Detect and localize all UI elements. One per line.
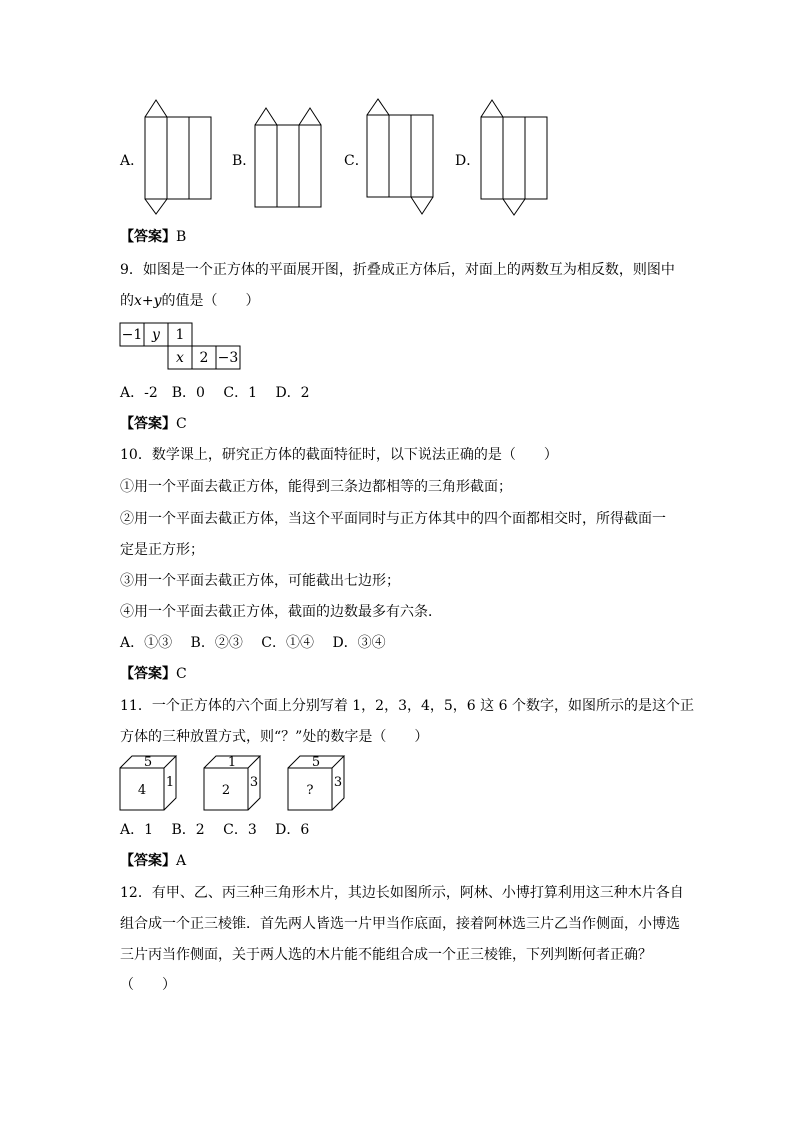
q8-option-c-figure (362, 96, 438, 220)
q12-stem-line1: 12．有甲、乙、丙三种三角形木片，其边长如图所示，阿林、小博打算利用这三种木片各自 (120, 885, 684, 901)
q11-cube3-side: 3 (333, 775, 343, 790)
q11-answer: 【答案】A (120, 853, 187, 869)
q8-option-a-figure (140, 96, 212, 218)
q9-stem-line1: 9．如图是一个正方体的平面展开图，折叠成正方体后，对面上的两数互为相反数，则图中 (120, 262, 675, 278)
q10-choices: A．①③ B．②③ C．①④ D．③④ (120, 635, 386, 651)
q11-cube3-top: 5 (311, 755, 321, 770)
q11-cube1-top: 5 (143, 755, 153, 770)
q10-statement-3: ③用一个平面去截正方体，可能截出七边形； (120, 573, 400, 589)
q12-stem-line3: 三片丙当作侧面，关于两人选的木片能不能组合成一个正三棱锥，下列判断何者正确？ (120, 947, 652, 963)
q9-net-cell: −1 (121, 327, 143, 343)
q11-cube2-front: 2 (221, 783, 231, 798)
q11-cube2-top: 1 (227, 755, 237, 770)
q9-expression: x+y (134, 293, 162, 309)
q10-statement-4: ④用一个平面去截正方体，截面的边数最多有六条． (120, 604, 442, 620)
q8-option-d-figure (476, 97, 548, 219)
q9-net-cell: 2 (199, 350, 209, 366)
q11-cube2-side: 3 (249, 775, 259, 790)
q11-stem-line1: 11．一个正方体的六个面上分别写着 1，2，3，4，5，6 这 6 个数字，如图所示的是这个正 (120, 698, 694, 714)
q10-statement-1: ①用一个平面去截正方体，能得到三条边都相等的三角形截面； (120, 479, 512, 495)
q11-choices: A．1 B．2 C．3 D．6 (120, 822, 310, 838)
q9-cube-net (119, 322, 243, 372)
q8-option-b-label: B． (232, 153, 257, 169)
q10-statement-2b: 定是正方形； (120, 542, 204, 558)
q9-net-cell: y (152, 327, 160, 343)
q12-stem-line2: 组合成一个正三棱锥．首先两人皆选一片甲当作底面，接着阿林选三片乙当作侧面，小博选 (120, 916, 680, 932)
q10-stem: 10．数学课上，研究正方体的截面特征时，以下说法正确的是（ ） (120, 447, 558, 463)
q9-net-cell: 1 (175, 327, 185, 343)
q11-stem-line2: 方体的三种放置方式，则“？”处的数字是（ ） (120, 729, 429, 745)
q8-option-a-label: A． (120, 153, 145, 169)
q10-statement-2a: ②用一个平面去截正方体，当这个平面同时与正方体其中的四个面都相交时，所得截面一 (120, 511, 666, 527)
q9-choices: A．-2 B．0 C．1 D．2 (120, 385, 310, 401)
q9-answer: 【答案】C (120, 416, 187, 432)
q8-answer: 【答案】B (120, 229, 187, 245)
q8-option-b-figure (252, 104, 324, 212)
q12-stem-line4: （ ） (120, 977, 176, 993)
q11-cube1-side: 1 (165, 775, 175, 790)
q11-cubes (118, 754, 368, 814)
q9-stem-line2: 的x+y的值是（ ） (120, 293, 260, 309)
q9-net-cell: −3 (217, 350, 239, 366)
q8-option-c-label: C． (344, 153, 369, 169)
q8-option-d-label: D． (455, 153, 481, 169)
q9-net-cell: x (176, 350, 184, 366)
q10-answer: 【答案】C (120, 666, 187, 682)
q11-cube1-front: 4 (137, 783, 147, 798)
q11-cube3-front: ? (306, 783, 314, 798)
